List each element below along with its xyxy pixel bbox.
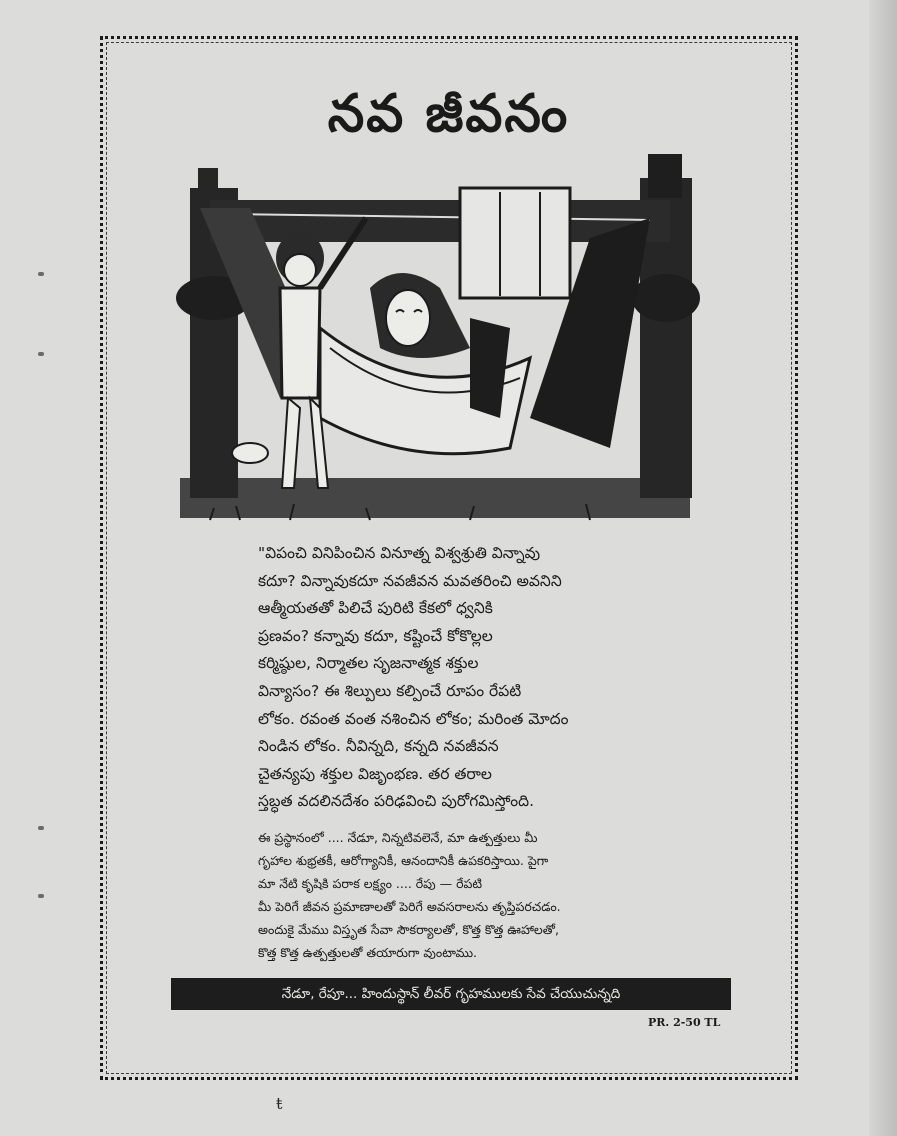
page-mark: ŧ	[276, 1094, 283, 1113]
binding-hole	[38, 272, 44, 276]
text-line: మా నేటి కృషికి పరాక లక్ష్యం .... రేపు — రేపటి	[258, 876, 483, 891]
text-line: ఆత్మీయతతో పిలిచే పురిటి కేకలో ధ్వనికి	[258, 599, 493, 618]
text-line: కదూ? విన్నావుకదూ నవజీవన మవతరించి అవనిని	[258, 571, 562, 590]
binding-hole	[38, 352, 44, 356]
company-banner: నేడూ, రేపూ... హిందుస్థాన్ లీవర్ గృహములకు సేవ చేయుచున్నది	[171, 978, 731, 1010]
page-edge-shadow	[869, 0, 897, 1136]
text-line: గృహాల శుభ్రతకీ, ఆరోగ్యానికీ, ఆనందానికీ ఉపకరిస్తాయి. పైగా	[258, 853, 549, 868]
text-line: అందుకై మేము విస్తృత సేవా సౌకర్యాలతో, కొత్త కొత్త ఊహాలతో,	[258, 922, 559, 937]
ad-title: నవ జీవనం	[327, 84, 570, 144]
ad-reference-code: PR. 2-50 TL	[648, 1016, 721, 1029]
cradle-illustration	[170, 148, 700, 528]
text-line: మీ పెరిగే జీవన ప్రమాణాలతో పెరిగే అవసరాలను తృప్తిపరచడం.	[258, 899, 561, 914]
text-line: కర్మిష్ఠుల, నిర్మాతల సృజనాత్మక శక్తుల	[258, 654, 479, 673]
text-line: కొత్త కొత్త ఉత్పత్తులతో తయారుగా వుంటాము.	[258, 945, 478, 960]
text-line: నిండిన లోకం. నీవిన్నది, కన్నది నవజీవన	[258, 737, 499, 756]
text-line: ప్రణవం? కన్నావు కదూ, కష్టించే కోకొల్లల	[258, 626, 493, 645]
text-line: స్తబ్ధత వదలినదేశం పరిఢవించి పురోగమిస్తోంది.	[258, 792, 535, 811]
text-line: చైతన్యపు శక్తుల విజృంభణ. తర తరాల	[258, 764, 492, 783]
text-line: విన్యాసం? ఈ శిల్పులు కల్పించే రూపం రేపటి	[258, 681, 522, 700]
text-line: "విపంచి వినిపించిన వినూత్న విశ్వశ్రుతి విన్నావు	[258, 544, 541, 562]
binding-hole	[38, 894, 44, 898]
text-line: ఈ ప్రస్థానంలో .... నేడూ, నిన్నటివలెనే, మా ఉత్పత్తులు మీ	[258, 830, 538, 845]
text-line: లోకం. రవంత వంత నశించిన లోకం; మరింత మోదం	[258, 709, 569, 728]
secondary-paragraph	[258, 826, 678, 964]
main-paragraph	[258, 540, 678, 816]
binding-hole	[38, 826, 44, 830]
